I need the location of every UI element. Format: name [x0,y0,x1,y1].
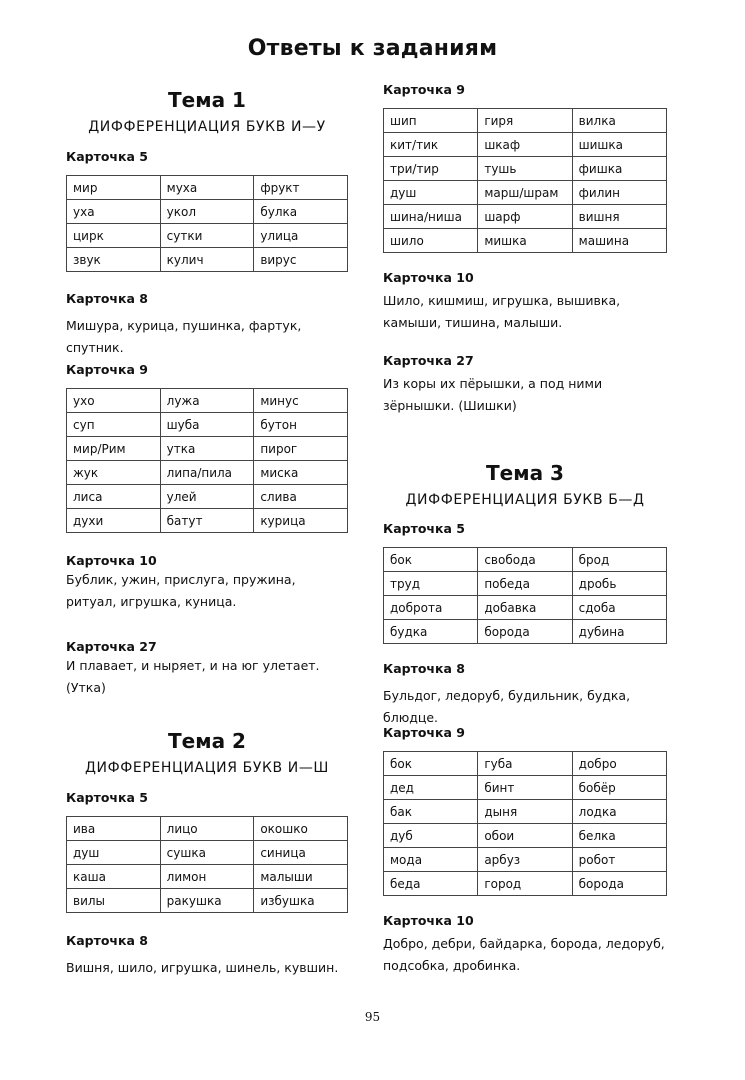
topic-3-header [383,461,667,509]
table-cell: шуба [160,413,254,437]
card-text: Мишура, курица, пушинка, фартук, спутник. [66,318,302,355]
card-text: Шило, кишмиш, игрушка, вышивка, камыши, тишина, малыши. [383,293,621,330]
card-title: Карточка 10 [383,913,474,928]
table-cell: липа/пила [160,461,254,485]
table-row [384,205,667,229]
t1-card-9 [66,362,348,533]
t1-card-10 [66,553,348,613]
table-cell: фишка [572,157,666,181]
card-text: Из коры их пёрышки, а под ними зёрнышки. (Шишки) [383,376,603,413]
table-cell: лиса [67,485,161,509]
table-cell: дробь [572,572,666,596]
table-row [67,509,348,533]
card-text: Бублик, ужин, прислуга, пружина, ритуал, игрушка, куница. [66,572,296,609]
table-row [67,437,348,461]
table-cell: шарф [478,205,572,229]
table-row [67,176,348,200]
table-cell: улица [254,224,348,248]
table-cell: гиря [478,109,572,133]
table-cell: добавка [478,596,572,620]
table-cell: марш/шрам [478,181,572,205]
table-cell: бинт [478,776,572,800]
table-cell: сушка [160,841,254,865]
table-cell: бобёр [572,776,666,800]
table-cell: труд [384,572,478,596]
t1-card-8 [66,291,348,359]
table-cell: бок [384,752,478,776]
t2-card-5 [66,790,348,913]
table-cell: окошко [254,817,348,841]
table-row [384,848,667,872]
table-cell: бутон [254,413,348,437]
topic-title: Тема 2 [168,729,246,753]
table-cell: пирог [254,437,348,461]
topic-subtitle: ДИФФЕРЕНЦИАЦИЯ БУКВ И—У [88,119,326,135]
table-row [67,248,348,272]
table-cell: беда [384,872,478,896]
table-cell: вирус [254,248,348,272]
table-cell: лодка [572,800,666,824]
answer-table [66,388,348,533]
table-cell: лужа [160,389,254,413]
table-row [67,865,348,889]
table-cell: шишка [572,133,666,157]
table-cell: город [478,872,572,896]
card-title: Карточка 8 [383,661,465,676]
t3-card-8 [383,661,667,729]
table-cell: душ [67,841,161,865]
table-cell: три/тир [384,157,478,181]
table-cell: минус [254,389,348,413]
card-text: Вишня, шило, игрушка, шинель, кувшин. [66,960,339,975]
card-text: Бульдог, ледоруб, будильник, будка, блюдце. [383,688,631,725]
table-cell: борода [572,872,666,896]
table-cell: звук [67,248,161,272]
table-row [67,485,348,509]
table-cell: курица [254,509,348,533]
table-cell: робот [572,848,666,872]
answer-table [66,175,348,272]
table-cell: будка [384,620,478,644]
table-row [384,109,667,133]
table-cell: борода [478,620,572,644]
t2-card-27 [383,353,667,417]
table-cell: духи [67,509,161,533]
table-cell: вилка [572,109,666,133]
card-title: Карточка 5 [383,521,465,536]
card-title: Карточка 10 [66,553,157,568]
table-row [67,200,348,224]
table-cell: мир [67,176,161,200]
table-cell: брод [572,548,666,572]
card-title: Карточка 10 [383,270,474,285]
table-cell: филин [572,181,666,205]
table-cell: душ [384,181,478,205]
t3-card-10 [383,913,667,977]
table-row [384,872,667,896]
table-cell: вишня [572,205,666,229]
card-title: Карточка 5 [66,149,148,164]
table-cell: фрукт [254,176,348,200]
t1-card-5 [66,149,348,272]
t3-card-9 [383,725,667,896]
table-row [67,224,348,248]
table-cell: слива [254,485,348,509]
card-title: Карточка 8 [66,933,148,948]
t2-card-9 [383,82,667,253]
table-cell: шина/ниша [384,205,478,229]
table-row [384,548,667,572]
table-row [67,461,348,485]
table-cell: жук [67,461,161,485]
table-cell: лимон [160,865,254,889]
table-row [384,572,667,596]
table-cell: обои [478,824,572,848]
table-cell: сутки [160,224,254,248]
table-cell: бок [384,548,478,572]
table-cell: арбуз [478,848,572,872]
table-cell: ракушка [160,889,254,913]
table-cell: губа [478,752,572,776]
topic-1-header [66,88,348,136]
table-cell: мода [384,848,478,872]
table-row [67,817,348,841]
table-cell: суп [67,413,161,437]
table-row [384,620,667,644]
topic-subtitle: ДИФФЕРЕНЦИАЦИЯ БУКВ Б—Д [405,492,645,508]
card-title: Карточка 5 [66,790,148,805]
topic-subtitle: ДИФФЕРЕНЦИАЦИЯ БУКВ И—Ш [85,760,329,776]
table-row [384,800,667,824]
table-row [384,596,667,620]
table-cell: улей [160,485,254,509]
table-cell: синица [254,841,348,865]
table-row [67,841,348,865]
table-cell: ухо [67,389,161,413]
table-cell: свобода [478,548,572,572]
table-cell: кулич [160,248,254,272]
table-row [384,133,667,157]
table-cell: победа [478,572,572,596]
answer-table [383,751,667,896]
table-cell: батут [160,509,254,533]
table-cell: миска [254,461,348,485]
table-row [67,389,348,413]
card-title: Карточка 27 [66,639,157,654]
table-cell: малыши [254,865,348,889]
table-cell: тушь [478,157,572,181]
table-cell: бак [384,800,478,824]
table-cell: добро [572,752,666,776]
table-row [384,752,667,776]
table-cell: ива [67,817,161,841]
table-row [67,889,348,913]
page-number: 95 [364,1010,381,1024]
table-cell: шкаф [478,133,572,157]
table-cell: вилы [67,889,161,913]
t2-card-8 [66,933,348,979]
table-cell: доброта [384,596,478,620]
table-cell: шип [384,109,478,133]
table-row [384,229,667,253]
table-cell: утка [160,437,254,461]
table-cell: дыня [478,800,572,824]
card-title: Карточка 27 [383,353,474,368]
t2-card-10 [383,270,667,334]
table-cell: лицо [160,817,254,841]
table-cell: дуб [384,824,478,848]
table-cell: шило [384,229,478,253]
table-cell: белка [572,824,666,848]
card-title: Карточка 9 [66,362,148,377]
answer-table [383,547,667,644]
table-cell: каша [67,865,161,889]
table-cell: дед [384,776,478,800]
topic-title: Тема 1 [168,88,246,112]
t1-card-27 [66,639,348,699]
table-row [384,181,667,205]
card-title: Карточка 9 [383,725,465,740]
topic-title: Тема 3 [486,461,564,485]
table-row [384,824,667,848]
table-cell: муха [160,176,254,200]
table-cell: сдоба [572,596,666,620]
topic-2-header [66,729,348,777]
card-text: И плавает, и ныряет, и на юг улетает. (Утка) [66,658,320,695]
table-cell: машина [572,229,666,253]
table-row [67,413,348,437]
table-cell: укол [160,200,254,224]
table-cell: булка [254,200,348,224]
table-cell: избушка [254,889,348,913]
answer-table [383,108,667,253]
card-title: Карточка 8 [66,291,148,306]
card-title: Карточка 9 [383,82,465,97]
table-cell: уха [67,200,161,224]
table-cell: кит/тик [384,133,478,157]
answer-table [66,816,348,913]
card-text: Добро, дебри, байдарка, борода, ледоруб, подсобка, дробинка. [383,936,665,973]
table-row [384,776,667,800]
table-row [384,157,667,181]
table-cell: мир/Рим [67,437,161,461]
t3-card-5 [383,521,667,644]
table-cell: дубина [572,620,666,644]
page-title: Ответы к заданиям [247,36,498,61]
table-cell: мишка [478,229,572,253]
table-cell: цирк [67,224,161,248]
